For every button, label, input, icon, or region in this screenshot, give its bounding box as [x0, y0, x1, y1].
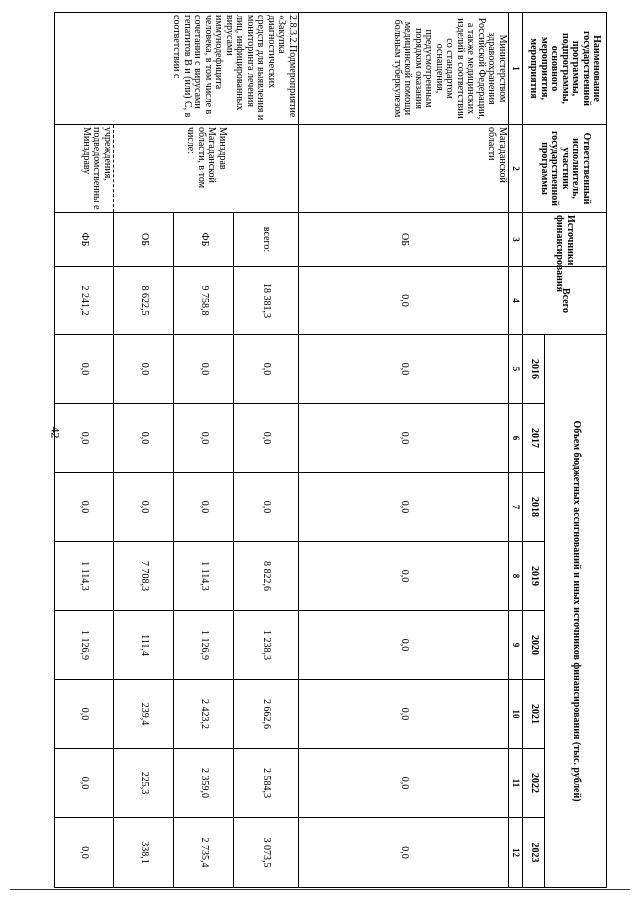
year-value: 2 584,3: [234, 749, 299, 818]
column-number: 2: [509, 125, 523, 213]
column-number: 10: [509, 680, 523, 749]
header-year: 2021: [523, 680, 545, 749]
year-value: 0,0: [114, 404, 174, 473]
header-year: 2020: [523, 611, 545, 680]
executor: Минздрав Магаданской области, в том числе:: [114, 125, 299, 213]
column-number: 5: [509, 335, 523, 404]
year-value: 0,0: [114, 473, 174, 542]
total: 18 381,3: [234, 267, 299, 335]
year-value: 1 238,3: [234, 611, 299, 680]
source: всего:: [234, 213, 299, 267]
year-value: 1 126,9: [174, 611, 234, 680]
source: ОБ: [299, 213, 509, 267]
total: 2 241,2: [55, 267, 114, 335]
table-row: [55, 13, 114, 888]
column-number: 8: [509, 542, 523, 611]
year-value: 0,0: [55, 680, 114, 749]
year-value: 1 114,3: [174, 542, 234, 611]
year-value: 2 359,0: [174, 749, 234, 818]
budget-table: [54, 12, 607, 888]
year-value: 7 708,3: [114, 542, 174, 611]
column-number: 9: [509, 611, 523, 680]
header-year: 2018: [523, 473, 545, 542]
year-value: 0,0: [299, 404, 509, 473]
total: 0,0: [299, 267, 509, 335]
executor: Магаданской области: [299, 125, 509, 213]
header-year: 2016: [523, 335, 545, 404]
year-value: 3 073,5: [234, 818, 299, 888]
year-value: 0,0: [174, 335, 234, 404]
header-total: Всего: [523, 267, 607, 335]
source: ОБ: [114, 213, 174, 267]
year-value: 0,0: [299, 818, 509, 888]
source: ФБ: [174, 213, 234, 267]
year-value: 0,0: [174, 473, 234, 542]
header-year: 2022: [523, 749, 545, 818]
table-row: [299, 13, 509, 888]
year-value: 0,0: [55, 818, 114, 888]
year-value: 0,0: [299, 473, 509, 542]
column-number: 3: [509, 213, 523, 267]
year-value: 2 662,6: [234, 680, 299, 749]
year-value: 0,0: [299, 542, 509, 611]
year-value: 8 822,6: [234, 542, 299, 611]
header-name: Наименование государственной программы, подпрограммы, основного мероприятия, мероприятия: [523, 13, 607, 125]
year-value: 0,0: [234, 404, 299, 473]
year-value: 2 423,2: [174, 680, 234, 749]
year-value: 0,0: [114, 335, 174, 404]
rotated-table-wrapper: [67, 12, 607, 887]
activity-name: Министерством здравоохранения Российской Федерации, а также медицинских изделий в соответствии со стандартом оснащения, предусмотренным порядком оказания медицинской помощи больным туберкулезом: [299, 13, 509, 125]
column-number: 7: [509, 473, 523, 542]
year-value: 338,1: [114, 818, 174, 888]
year-value: 2 735,4: [174, 818, 234, 888]
column-number: 12: [509, 818, 523, 888]
column-number: 4: [509, 267, 523, 335]
year-value: 0,0: [55, 473, 114, 542]
year-value: 225,3: [114, 749, 174, 818]
column-number: 6: [509, 404, 523, 473]
executor: учреждения, подведомственны е Минздраву: [55, 125, 114, 213]
header-year: 2023: [523, 818, 545, 888]
bottom-rule: [10, 889, 630, 890]
year-value: 0,0: [55, 404, 114, 473]
page-number: 42: [48, 426, 63, 439]
year-value: 0,0: [55, 749, 114, 818]
year-value: 0,0: [234, 473, 299, 542]
year-value: 111,4: [114, 611, 174, 680]
column-number-row: [509, 13, 523, 888]
year-value: 0,0: [55, 335, 114, 404]
year-value: 1 114,3: [55, 542, 114, 611]
year-value: 0,0: [174, 404, 234, 473]
column-number: 11: [509, 749, 523, 818]
year-value: 1 126,9: [55, 611, 114, 680]
column-number: 1: [509, 13, 523, 125]
header-executor: Ответственный исполнитель, участник государственной программы: [523, 125, 607, 213]
year-value: 239,4: [114, 680, 174, 749]
year-value: 0,0: [234, 335, 299, 404]
source: ФБ: [55, 213, 114, 267]
activity-name: 2.8.3.2.Подмероприятие «Закупка диагностических средств для выявления и мониторинга лечения лиц, инфицированных вирусами иммунодефицита человека, в том числе в сочетании с вирусами гепатитов В и (или) С, в соответствии с: [55, 13, 299, 125]
year-value: 0,0: [299, 749, 509, 818]
header-source: Источники финансирования: [523, 213, 607, 267]
year-value: 0,0: [299, 335, 509, 404]
year-value: 0,0: [299, 611, 509, 680]
table-row: [234, 13, 299, 888]
header-year: 2017: [523, 404, 545, 473]
total: 9 758,8: [174, 267, 234, 335]
header-year: 2019: [523, 542, 545, 611]
header-budget-group: Объем бюджетных ассигнований и иных источников финансирования (тыс. рублей): [545, 335, 607, 888]
total: 8 622,5: [114, 267, 174, 335]
year-value: 0,0: [299, 680, 509, 749]
